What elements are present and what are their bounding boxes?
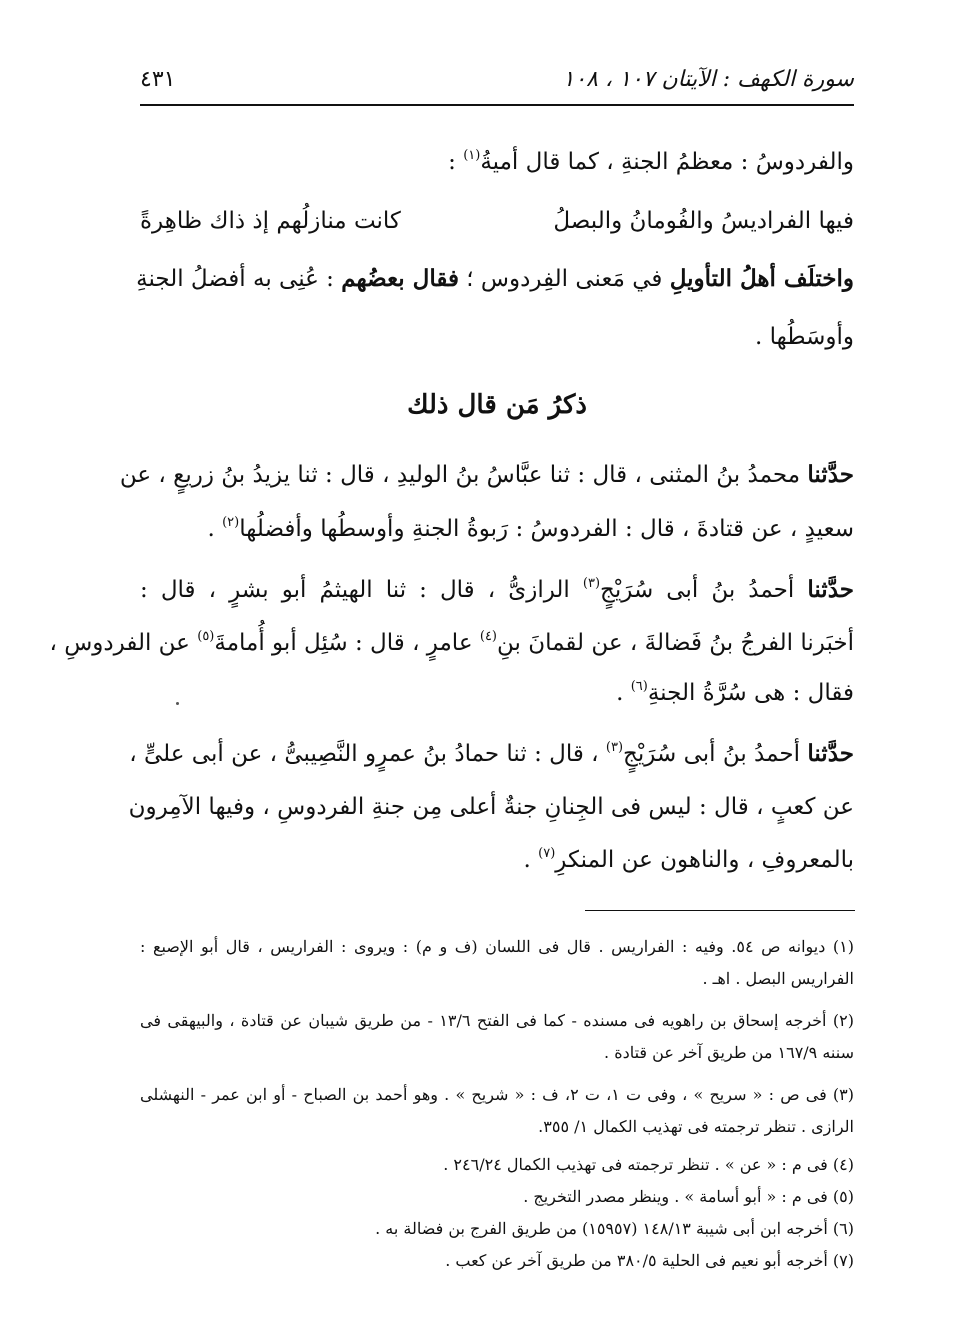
paragraph-line: فقال : هى سُرَّةُ الجنةِ$^{(٦)}$ . bbox=[616, 679, 854, 706]
poem-verse bbox=[140, 208, 854, 242]
paragraph-line: بالمعروفِ ، والناهون عن المنكرِ$^{(٧)}$ . bbox=[523, 846, 854, 873]
page-header bbox=[140, 60, 854, 98]
footnote-3-cont: الرازى . تنظر ترجمته فى تهذيب الكمال ١/ ٣٥٥. bbox=[538, 1117, 854, 1136]
page-number: ٤٣١ bbox=[140, 66, 176, 92]
footnote-5: (٥) فى م : « أبو أسامة » . وينظر مصدر التخريج . bbox=[523, 1187, 854, 1206]
paragraph-line: حدَّثنا أحمدُ بنُ أبى سُرَيْجٍ$^{(٣)}$ ، قال : ثنا حمادُ بنُ عمرٍو النَّصِيبىُّ ، عن أبى علىٍّ ، bbox=[129, 740, 854, 767]
footnote-7: (٧) أخرجه أبو نعيم فى الحلية ٣٨٠/٥ من طريق آخر عن كعب . bbox=[445, 1251, 854, 1270]
running-title: سورة الكهف : الآيتان ١٠٧ ، ١٠٨ bbox=[562, 66, 854, 92]
paragraph-line: واختلَف أهلُ التأويلِ في مَعنى الفِردوس ؛ فقال بعضُهم : عُنِى به أفضلُ الجنةِ bbox=[136, 265, 854, 292]
paragraph-line: أخبَرنا الفرجُ بنُ فَضالةَ ، عن لقمانَ بنِ$^{(٤)}$ عامرٍ ، قال : سُئِل أبو أُمامةَ$^{(٥)}$ عن الفردوسِ ، bbox=[49, 629, 854, 656]
footnote-3: (٣) فى ص : « سريح » ، وفى ت ١، ت ٢، ف : « شريح » . وهو أحمد بن الصباح - أو ابن عمر - النهشلى bbox=[140, 1085, 854, 1104]
verse-second-hemistich: كانت منازلُهم إذ ذاك ظاهِرةً bbox=[140, 208, 401, 234]
section-heading: ذكرُ مَن قال ذلك bbox=[407, 390, 587, 420]
footnote-6: (٦) أخرجه ابن أبى شيبة ١٤٨/١٣ (١٥٩٥٧) من طريق الفرج بن فضالة به . bbox=[375, 1219, 854, 1238]
footnote-4: (٤) فى م : « عن » . تنظر ترجمته فى تهذيب الكمال ٢٤٦/٢٤ . bbox=[443, 1155, 854, 1174]
paragraph-line: وأوسَطُها . bbox=[755, 324, 854, 350]
print-speck bbox=[176, 702, 179, 705]
paragraph-intro: والفردوسُ : معظمُ الجنةِ ، كما قال أميةُ$^{(١)}$ : bbox=[448, 148, 854, 175]
footnote-1-cont: الفراريس البصل . اهـ . bbox=[702, 969, 854, 988]
footnote-2-cont: سننه ١٦٧/٩ من طريق آخر عن قتادة . bbox=[604, 1043, 854, 1062]
paragraph-line: حدَّثنا أحمدُ بنُ أبى سُرَيْجٍ$^{(٣)}$ الرازىُّ ، قال : ثنا الهيثمُ أبو بشرٍ ، قال : bbox=[140, 576, 854, 603]
verse-first-hemistich: فيها الفراديسُ والفُومانُ والبصلُ bbox=[553, 208, 854, 234]
header-rule bbox=[140, 104, 854, 106]
footnote-separator bbox=[585, 910, 855, 911]
footnote-2: (٢) أخرجه إسحاق بن راهويه فى مسنده - كما فى الفتح ١٣/٦ - من طريق شيبان عن قتادة ، والبيهقى فى bbox=[140, 1011, 855, 1030]
paragraph-line: سعيدٍ ، عن قتادةَ ، قال : الفردوسُ : رَبوةُ الجنةِ وأوسطُها وأفضلُها$^{(٢)}$ . bbox=[207, 515, 854, 542]
paragraph-line: حدَّثنا محمدُ بنُ المثنى ، قال : ثنا عبَّاسُ بنُ الوليدِ ، قال : ثنا يزيدُ بنُ زريعٍ ، عن bbox=[119, 461, 854, 488]
paragraph-line: عن كعبٍ ، قال : ليس فى الجِنانِ جنةٌ أعلى مِن جنةِ الفردوسِ ، وفيها الآمِرون bbox=[128, 794, 854, 820]
footnote-1: (١) ديوانه ص ٥٤. وفيه : الفراريس . قال فى اللسان (ف و م) : ويروى : الفراريس ، قال أبو الإصبع : bbox=[140, 937, 855, 956]
